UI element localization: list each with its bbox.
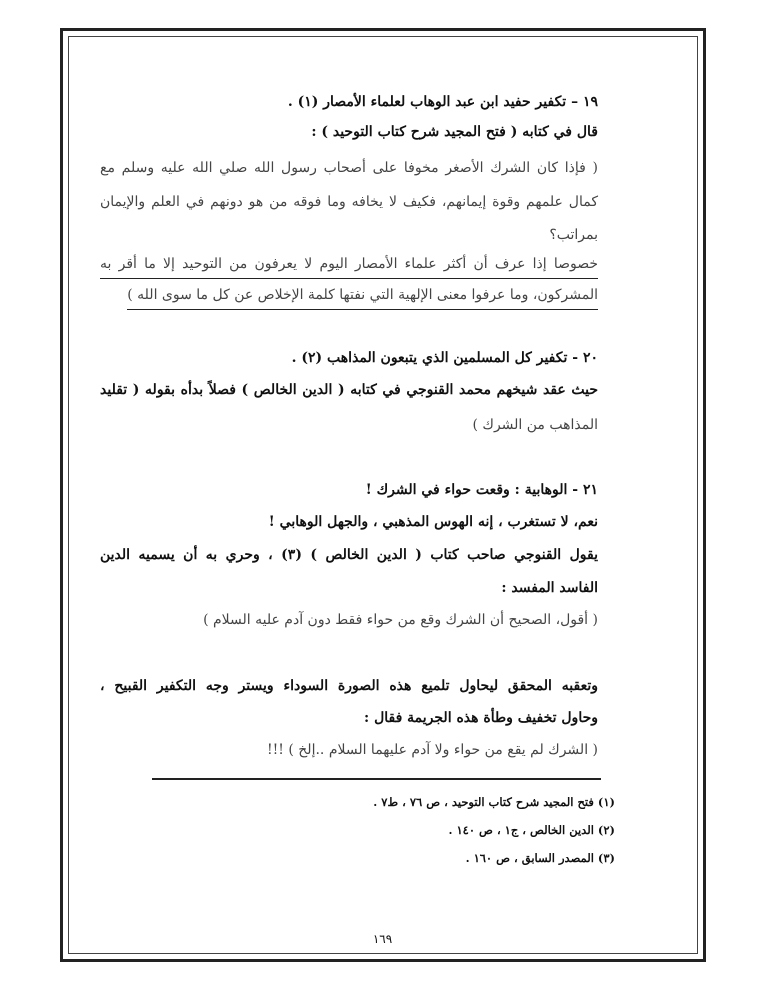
section-21-line-3: الفاسد المفسد : <box>501 580 598 596</box>
section-21-line-4: وتعقبه المحقق ليحاول تلميع هذه الصورة السوداء ويستر وجه التكفير القبيح ، <box>100 678 598 694</box>
page-number: ١٦٩ <box>372 932 393 946</box>
section-20-heading: ٢٠ - تكفير كل المسلمين الذي يتبعون المذاهب (٢) . <box>291 350 598 366</box>
section-19-intro: قال في كتابه ( فتح المجيد شرح كتاب التوحيد ) : <box>311 124 598 140</box>
footnote-3: (٣) المصدر السابق ، ص ١٦٠ . <box>465 851 615 865</box>
section-20-line-1: حيث عقد شيخهم محمد القنوجي في كتابه ( الدين الخالص ) فصلاً بدأه بقوله ( تقليد <box>100 382 598 398</box>
footnote-2: (٢) الدين الخالص ، ج١ ، ص ١٤٠ . <box>448 823 615 837</box>
section-19-heading: ١٩ – تكفير حفيد ابن عبد الوهاب لعلماء الأمصار (١) . <box>287 94 598 110</box>
section-20-line-2: المذاهب من الشرك ) <box>472 417 598 433</box>
footnote-1: (١) فتح المجيد شرح كتاب التوحيد ، ص ٧٦ ، ط٧ . <box>373 795 615 809</box>
section-19-quote-line-4: خصوصا إذا عرف أن أكثر علماء الأمصار اليوم لا يعرفون من التوحيد إلا ما أقر به <box>100 254 598 279</box>
section-21-line-1: نعم، لا تستغرب ، إنه الهوس المذهبي ، والجهل الوهابي ! <box>268 514 598 530</box>
section-21-quote: ( أقول، الصحيح أن الشرك وقع من حواء فقط دون آدم عليه السلام ) <box>203 612 598 628</box>
section-19-quote-line-1: ( فإذا كان الشرك الأصغر مخوفا على أصحاب رسول الله صلي الله عليه وسلم مع <box>100 160 598 176</box>
section-21-heading: ٢١ - الوهابية : وقعت حواء في الشرك ! <box>365 482 598 498</box>
section-19-quote-line-5: المشركون، وما عرفوا معنى الإلهية التي نفتها كلمة الإخلاص عن كل ما سوى الله ) <box>127 285 598 310</box>
section-21-line-5: وحاول تخفيف وطأة هذه الجريمة فقال : <box>364 710 598 726</box>
section-21-line-2: يقول القنوجي صاحب كتاب ( الدين الخالص ) (٣) ، وحري به أن يسميه الدين <box>100 547 598 563</box>
section-19-quote-line-3: بمراتب؟ <box>549 227 598 243</box>
footnote-separator <box>152 778 601 780</box>
section-21-quote-2: ( الشرك لم يقع من حواء ولا آدم عليهما السلام ..إلخ ) !!! <box>267 742 598 758</box>
section-19-quote-line-2: كمال علمهم وقوة إيمانهم، فكيف لا يخافه وما فوقه من هو دونهم في العلم والإيمان <box>100 194 598 210</box>
